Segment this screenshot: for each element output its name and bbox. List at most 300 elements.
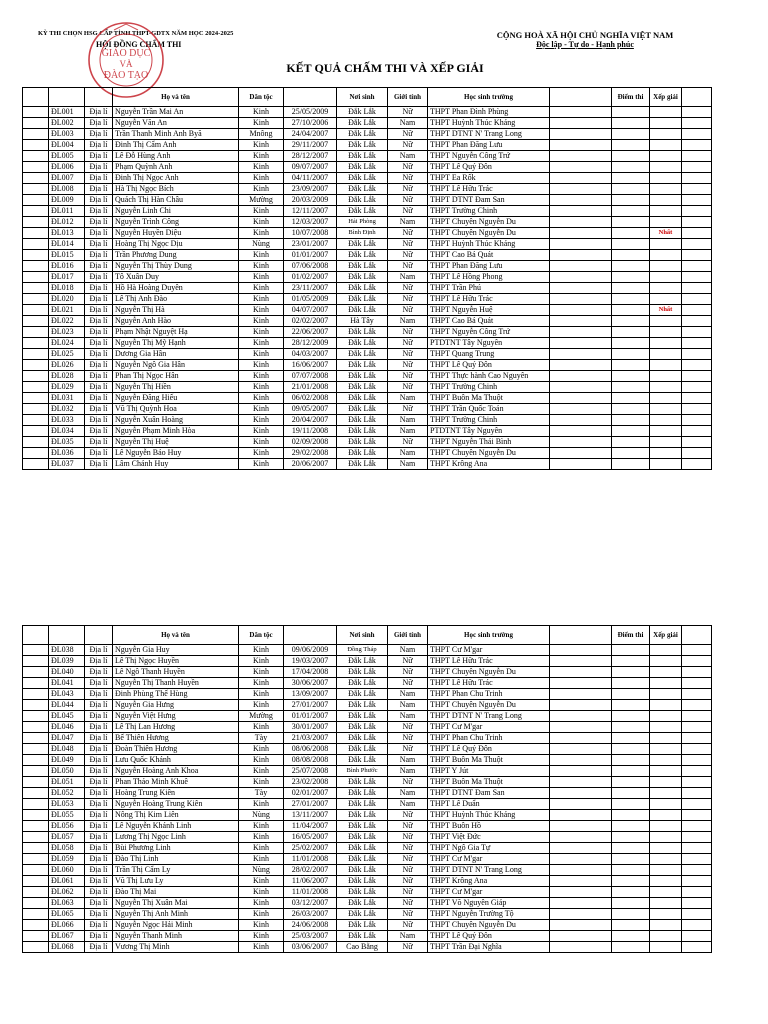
ethnicity: Kinh (239, 448, 284, 459)
table-row (23, 206, 712, 217)
row-blank (682, 371, 712, 382)
full-name: Nguyễn Gia Hưng (113, 700, 239, 711)
table-row (23, 327, 712, 338)
table-row (23, 360, 712, 371)
candidate-code: ĐL033 (49, 415, 85, 426)
gender: Nữ (388, 865, 428, 876)
score (612, 700, 650, 711)
score (612, 382, 650, 393)
candidate-code: ĐL008 (49, 184, 85, 195)
gender: Nữ (388, 909, 428, 920)
award (650, 667, 682, 678)
row-blank (550, 854, 612, 865)
birthplace: Đắk Lắk (337, 667, 388, 678)
full-name: Phan Thị Ngọc Hân (113, 371, 239, 382)
date-of-birth: 07/07/2008 (284, 371, 337, 382)
row-blank (23, 909, 49, 920)
row-blank (550, 755, 612, 766)
full-name: Đào Thị Linh (113, 854, 239, 865)
full-name: Nông Thị Kim Liên (113, 810, 239, 821)
candidate-code: ĐL051 (49, 777, 85, 788)
award: Nhất (650, 305, 682, 316)
row-blank (550, 876, 612, 887)
ethnicity: Kinh (239, 206, 284, 217)
full-name: Nguyễn Thị Hiền (113, 382, 239, 393)
candidate-code: ĐL015 (49, 250, 85, 261)
score (612, 250, 650, 261)
candidate-code: ĐL066 (49, 920, 85, 931)
score (612, 810, 650, 821)
column-header: Dân tộc (239, 88, 284, 107)
row-blank (23, 931, 49, 942)
score (612, 261, 650, 272)
birthplace: Đắk Lắk (337, 184, 388, 195)
subject: Địa lí (85, 338, 113, 349)
subject: Địa lí (85, 656, 113, 667)
table-row (23, 371, 712, 382)
candidate-code: ĐL046 (49, 722, 85, 733)
birthplace: Đồng Tháp (337, 645, 388, 656)
row-blank (682, 843, 712, 854)
birthplace: Đắk Lắk (337, 898, 388, 909)
candidate-code: ĐL056 (49, 821, 85, 832)
ethnicity: Kinh (239, 843, 284, 854)
date-of-birth: 09/07/2007 (284, 162, 337, 173)
award (650, 832, 682, 843)
subject: Địa lí (85, 755, 113, 766)
gender: Nữ (388, 843, 428, 854)
school: THPT Quang Trung (428, 349, 550, 360)
column-header (23, 626, 49, 645)
column-header: Xếp giải (650, 88, 682, 107)
award (650, 898, 682, 909)
birthplace: Đắk Lắk (337, 173, 388, 184)
school: THPT DTNT Đam San (428, 195, 550, 206)
gender: Nam (388, 448, 428, 459)
gender: Nữ (388, 810, 428, 821)
ethnicity: Kinh (239, 140, 284, 151)
candidate-code: ĐL031 (49, 393, 85, 404)
column-header (49, 626, 85, 645)
school: THPT Lê Quý Đôn (428, 360, 550, 371)
candidate-code: ĐL048 (49, 744, 85, 755)
row-blank (23, 733, 49, 744)
ethnicity: Nùng (239, 810, 284, 821)
score (612, 744, 650, 755)
table-row (23, 316, 712, 327)
school: THPT Lê Hữu Trác (428, 294, 550, 305)
subject: Địa lí (85, 909, 113, 920)
subject: Địa lí (85, 250, 113, 261)
award (650, 129, 682, 140)
birthplace: Đắk Lắk (337, 118, 388, 129)
row-blank (23, 162, 49, 173)
award (650, 184, 682, 195)
ethnicity: Kinh (239, 755, 284, 766)
row-blank (23, 382, 49, 393)
subject: Địa lí (85, 404, 113, 415)
row-blank (23, 393, 49, 404)
date-of-birth: 01/01/2007 (284, 250, 337, 261)
subject: Địa lí (85, 371, 113, 382)
ethnicity: Kinh (239, 382, 284, 393)
ethnicity: Mường (239, 195, 284, 206)
row-blank (550, 667, 612, 678)
row-blank (550, 865, 612, 876)
gender: Nữ (388, 129, 428, 140)
subject: Địa lí (85, 920, 113, 931)
date-of-birth: 30/06/2007 (284, 678, 337, 689)
row-blank (682, 799, 712, 810)
school: THPT Phan Đăng Lưu (428, 140, 550, 151)
table-header-row (23, 626, 712, 645)
row-blank (682, 876, 712, 887)
gender: Nam (388, 645, 428, 656)
school: THPT Ea Rốk (428, 173, 550, 184)
birthplace: Đắk Lắk (337, 415, 388, 426)
row-blank (682, 755, 712, 766)
full-name: Nguyễn Thị Hà (113, 305, 239, 316)
school: THPT Cư M'gar (428, 854, 550, 865)
award (650, 250, 682, 261)
full-name: Nguyễn Ngô Gia Hân (113, 360, 239, 371)
full-name: Nguyễn Xuân Hoàng (113, 415, 239, 426)
date-of-birth: 24/06/2008 (284, 920, 337, 931)
row-blank (550, 832, 612, 843)
row-blank (550, 151, 612, 162)
row-blank (23, 920, 49, 931)
column-header (682, 626, 712, 645)
candidate-code: ĐL035 (49, 437, 85, 448)
school: THPT Cao Bá Quát (428, 250, 550, 261)
school: THPT Lê Quý Đôn (428, 162, 550, 173)
row-blank (550, 788, 612, 799)
date-of-birth: 23/02/2008 (284, 777, 337, 788)
table-row (23, 920, 712, 931)
award (650, 777, 682, 788)
candidate-code: ĐL062 (49, 887, 85, 898)
ethnicity: Kinh (239, 799, 284, 810)
row-blank (23, 459, 49, 470)
score (612, 865, 650, 876)
score (612, 327, 650, 338)
table-row (23, 349, 712, 360)
date-of-birth: 25/07/2008 (284, 766, 337, 777)
score (612, 931, 650, 942)
table-row (23, 821, 712, 832)
candidate-code: ĐL012 (49, 217, 85, 228)
date-of-birth: 19/11/2008 (284, 426, 337, 437)
date-of-birth: 13/11/2007 (284, 810, 337, 821)
row-blank (682, 722, 712, 733)
school: THPT Việt Đức (428, 832, 550, 843)
gender: Nam (388, 393, 428, 404)
gender: Nam (388, 118, 428, 129)
exam-line: KỲ THI CHỌN HSG CẤP TỈNH THPT-GDTX NĂM HỌC 2024-2025 (38, 30, 234, 37)
ethnicity: Kinh (239, 261, 284, 272)
birthplace: Đắk Lắk (337, 722, 388, 733)
full-name: Lê Nguyễn Bảo Huy (113, 448, 239, 459)
row-blank (23, 283, 49, 294)
score (612, 722, 650, 733)
date-of-birth: 24/04/2007 (284, 129, 337, 140)
candidate-code: ĐL049 (49, 755, 85, 766)
candidate-code: ĐL028 (49, 371, 85, 382)
row-blank (23, 349, 49, 360)
date-of-birth: 09/06/2009 (284, 645, 337, 656)
school: THPT Nguyễn Huệ (428, 305, 550, 316)
row-blank (682, 272, 712, 283)
award (650, 393, 682, 404)
birthplace: Đắk Lắk (337, 206, 388, 217)
date-of-birth: 22/06/2007 (284, 327, 337, 338)
award (650, 327, 682, 338)
row-blank (23, 854, 49, 865)
row-blank (550, 766, 612, 777)
table-row (23, 404, 712, 415)
birthplace: Đắk Lắk (337, 843, 388, 854)
award (650, 711, 682, 722)
gender: Nam (388, 151, 428, 162)
score (612, 404, 650, 415)
row-blank (23, 843, 49, 854)
table-row (23, 151, 712, 162)
gender: Nam (388, 711, 428, 722)
table-row (23, 426, 712, 437)
table-row (23, 942, 712, 953)
svg-text:ĐÀO TẠO: ĐÀO TẠO (103, 70, 149, 81)
school: THPT Cư M'gar (428, 722, 550, 733)
column-header (85, 88, 113, 107)
award (650, 426, 682, 437)
award (650, 865, 682, 876)
full-name: Hà Thị Ngọc Bích (113, 184, 239, 195)
award (650, 843, 682, 854)
table-row (23, 272, 712, 283)
row-blank (550, 195, 612, 206)
school: THPT DTNT N' Trang Long (428, 711, 550, 722)
table-row (23, 645, 712, 656)
candidate-code: ĐL017 (49, 272, 85, 283)
date-of-birth: 23/09/2007 (284, 184, 337, 195)
column-header: Học sinh trường (428, 88, 550, 107)
row-blank (682, 184, 712, 195)
table-row (23, 382, 712, 393)
row-blank (23, 645, 49, 656)
subject: Địa lí (85, 393, 113, 404)
subject: Địa lí (85, 931, 113, 942)
award (650, 206, 682, 217)
gender: Nữ (388, 382, 428, 393)
score (612, 777, 650, 788)
score (612, 656, 650, 667)
country-name: CỘNG HOÀ XÃ HỘI CHỦ NGHĨA VIỆT NAM (496, 30, 674, 40)
birthplace: Đắk Lắk (337, 250, 388, 261)
score (612, 448, 650, 459)
subject: Địa lí (85, 316, 113, 327)
full-name: Đinh Thị Cẩm Anh (113, 140, 239, 151)
candidate-code: ĐL068 (49, 942, 85, 953)
candidate-code: ĐL011 (49, 206, 85, 217)
gender: Nữ (388, 173, 428, 184)
school: THPT Krông Ana (428, 459, 550, 470)
gender: Nữ (388, 854, 428, 865)
subject: Địa lí (85, 733, 113, 744)
row-blank (682, 107, 712, 118)
full-name: Nguyễn Việt Hưng (113, 711, 239, 722)
ethnicity: Kinh (239, 426, 284, 437)
row-blank (23, 898, 49, 909)
row-blank (682, 338, 712, 349)
row-blank (682, 733, 712, 744)
candidate-code: ĐL053 (49, 799, 85, 810)
subject: Địa lí (85, 832, 113, 843)
score (612, 151, 650, 162)
subject: Địa lí (85, 283, 113, 294)
award (650, 195, 682, 206)
column-header: Điểm thi (612, 626, 650, 645)
candidate-code: ĐL014 (49, 239, 85, 250)
candidate-code: ĐL007 (49, 173, 85, 184)
table-row (23, 865, 712, 876)
ethnicity: Kinh (239, 700, 284, 711)
award (650, 217, 682, 228)
table-row (23, 656, 712, 667)
birthplace: Đắk Lắk (337, 382, 388, 393)
ethnicity: Kinh (239, 184, 284, 195)
row-blank (550, 283, 612, 294)
birthplace: Đắk Lắk (337, 832, 388, 843)
row-blank (550, 206, 612, 217)
candidate-code: ĐL041 (49, 678, 85, 689)
ethnicity: Kinh (239, 217, 284, 228)
date-of-birth: 23/01/2007 (284, 239, 337, 250)
award (650, 382, 682, 393)
row-blank (23, 129, 49, 140)
ethnicity: Kinh (239, 656, 284, 667)
score (612, 711, 650, 722)
award (650, 294, 682, 305)
column-header: Giới tính (388, 88, 428, 107)
school: THPT Chuyên Nguyễn Du (428, 217, 550, 228)
column-header (23, 88, 49, 107)
score (612, 426, 650, 437)
row-blank (550, 184, 612, 195)
subject: Địa lí (85, 865, 113, 876)
score (612, 459, 650, 470)
score (612, 294, 650, 305)
ethnicity: Kinh (239, 678, 284, 689)
school: THPT Nguyễn Trường Tộ (428, 909, 550, 920)
birthplace: Đắk Lắk (337, 678, 388, 689)
candidate-code: ĐL020 (49, 294, 85, 305)
column-header: Học sinh trường (428, 626, 550, 645)
birthplace: Đắk Lắk (337, 349, 388, 360)
school: THPT Chuyên Nguyễn Du (428, 228, 550, 239)
birthplace: Bình Định (337, 228, 388, 239)
table-row (23, 239, 712, 250)
row-blank (682, 360, 712, 371)
award (650, 645, 682, 656)
row-blank (682, 206, 712, 217)
score (612, 898, 650, 909)
subject: Địa lí (85, 140, 113, 151)
row-blank (550, 722, 612, 733)
date-of-birth: 09/05/2007 (284, 404, 337, 415)
row-blank (550, 843, 612, 854)
gender: Nam (388, 426, 428, 437)
score (612, 645, 650, 656)
date-of-birth: 27/01/2007 (284, 799, 337, 810)
subject: Địa lí (85, 217, 113, 228)
subject: Địa lí (85, 667, 113, 678)
row-blank (550, 118, 612, 129)
birthplace: Đắk Lắk (337, 305, 388, 316)
school: THPT Chuyên Nguyễn Du (428, 700, 550, 711)
row-blank (682, 887, 712, 898)
row-blank (550, 129, 612, 140)
candidate-code: ĐL036 (49, 448, 85, 459)
birthplace: Đắk Lắk (337, 876, 388, 887)
full-name: Nguyễn Thị Mỹ Hạnh (113, 338, 239, 349)
row-blank (682, 459, 712, 470)
award (650, 887, 682, 898)
award (650, 162, 682, 173)
row-blank (682, 382, 712, 393)
award (650, 404, 682, 415)
score (612, 799, 650, 810)
full-name: Nguyễn Trần Mai An (113, 107, 239, 118)
row-blank (682, 162, 712, 173)
row-blank (682, 239, 712, 250)
subject: Địa lí (85, 294, 113, 305)
gender: Nữ (388, 140, 428, 151)
row-blank (550, 272, 612, 283)
school: THPT Nguyễn Công Trứ (428, 151, 550, 162)
subject: Địa lí (85, 228, 113, 239)
candidate-code: ĐL057 (49, 832, 85, 843)
school: THPT Chuyên Nguyễn Du (428, 920, 550, 931)
full-name: Lương Thị Ngọc Linh (113, 832, 239, 843)
subject: Địa lí (85, 448, 113, 459)
table-row (23, 217, 712, 228)
birthplace: Đắk Lắk (337, 239, 388, 250)
table-header-row (23, 88, 712, 107)
full-name: Nguyễn Thị Thùy Dung (113, 261, 239, 272)
date-of-birth: 25/03/2007 (284, 931, 337, 942)
full-name: Lê Thị Ngọc Huyền (113, 656, 239, 667)
table-row (23, 294, 712, 305)
table-row (23, 909, 712, 920)
row-blank (682, 195, 712, 206)
row-blank (682, 777, 712, 788)
school: THPT Trường Chinh (428, 206, 550, 217)
row-blank (23, 821, 49, 832)
gender: Nữ (388, 404, 428, 415)
column-header: Xếp giải (650, 626, 682, 645)
subject: Địa lí (85, 184, 113, 195)
full-name: Vương Thị Minh (113, 942, 239, 953)
score (612, 206, 650, 217)
row-blank (550, 898, 612, 909)
row-blank (23, 371, 49, 382)
score (612, 272, 650, 283)
ethnicity: Kinh (239, 437, 284, 448)
score (612, 942, 650, 953)
gender: Nữ (388, 744, 428, 755)
subject: Địa lí (85, 788, 113, 799)
svg-text:GIÁO DỤC: GIÁO DỤC (101, 48, 151, 59)
